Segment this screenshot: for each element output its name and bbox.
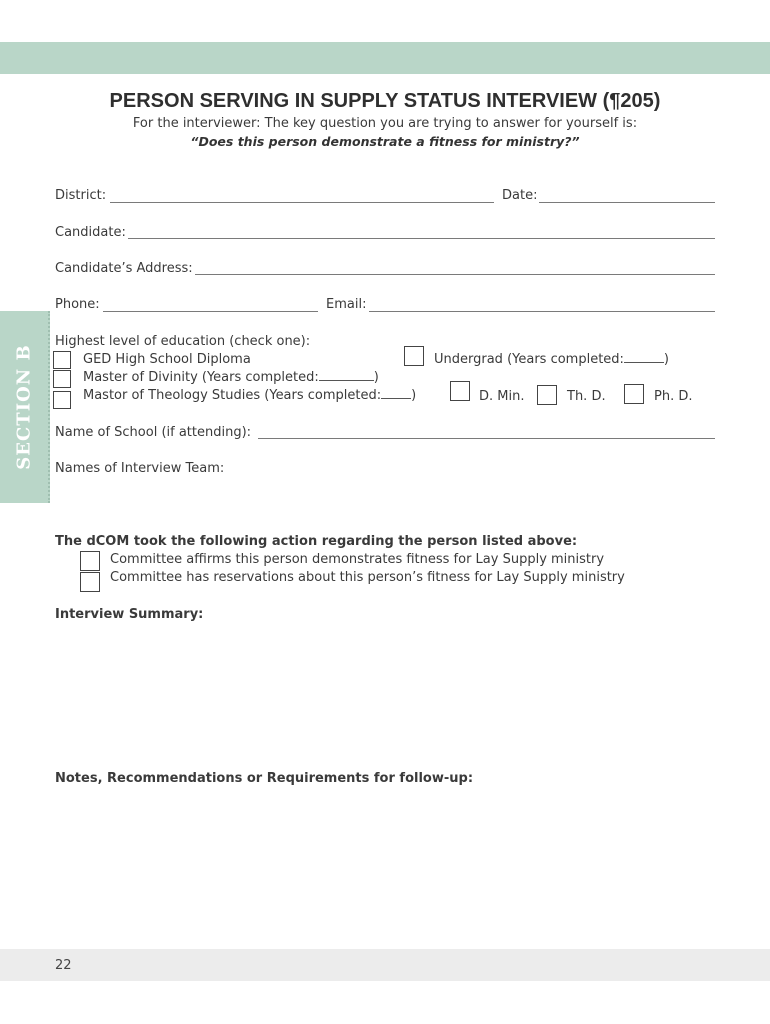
phone-label: Phone: bbox=[55, 297, 100, 312]
page-title: PERSON SERVING IN SUPPLY STATUS INTERVIEW (¶205) bbox=[109, 90, 661, 112]
section-tab bbox=[0, 311, 50, 503]
mdiv-checkbox[interactable] bbox=[53, 370, 71, 388]
dmin-checkbox[interactable] bbox=[450, 381, 470, 401]
notes-heading: Notes, Recommendations or Requirements for follow-up: bbox=[55, 771, 474, 786]
mts-label: Mastor of Theology Studies (Years completed: bbox=[83, 388, 382, 403]
education-heading: Highest level of education (check one): bbox=[55, 334, 311, 349]
thd-label: Th. D. bbox=[567, 389, 606, 404]
mdiv-years-field[interactable] bbox=[319, 380, 374, 381]
key-question: “Does this person demonstrate a fitness for ministry?” bbox=[190, 134, 580, 149]
address-field[interactable] bbox=[195, 274, 715, 275]
dmin-label: D. Min. bbox=[479, 389, 525, 404]
phd-checkbox[interactable] bbox=[624, 384, 644, 404]
address-label: Candidate’s Address: bbox=[55, 261, 193, 276]
reservations-checkbox[interactable] bbox=[80, 572, 100, 592]
undergrad-option bbox=[434, 352, 669, 367]
school-label: Name of School (if attending): bbox=[55, 425, 252, 440]
candidate-field[interactable] bbox=[128, 238, 715, 239]
mts-close: ) bbox=[411, 388, 417, 403]
ged-checkbox[interactable] bbox=[53, 351, 71, 369]
team-label: Names of Interview Team: bbox=[55, 461, 225, 476]
mdiv-close: ) bbox=[373, 370, 379, 385]
email-field[interactable] bbox=[369, 311, 715, 312]
undergrad-close: ) bbox=[663, 352, 669, 367]
footer-band bbox=[0, 949, 770, 981]
undergrad-checkbox[interactable] bbox=[404, 346, 424, 366]
undergrad-label: Undergrad (Years completed: bbox=[434, 352, 624, 367]
date-field[interactable] bbox=[539, 202, 715, 203]
email-label: Email: bbox=[326, 297, 367, 312]
action-heading: The dCOM took the following action regarding the person listed above: bbox=[55, 534, 578, 549]
mts-years-field[interactable] bbox=[381, 398, 411, 399]
reservations-label: Committee has reservations about this person’s fitness for Lay Supply ministry bbox=[110, 570, 625, 585]
mdiv-label: Master of Divinity (Years completed: bbox=[83, 370, 319, 385]
phd-label: Ph. D. bbox=[654, 389, 693, 404]
candidate-label: Candidate: bbox=[55, 225, 126, 240]
mdiv-option bbox=[83, 370, 379, 385]
thd-checkbox[interactable] bbox=[537, 385, 557, 405]
school-field[interactable] bbox=[258, 438, 715, 439]
header-band bbox=[0, 42, 770, 74]
summary-heading: Interview Summary: bbox=[55, 607, 204, 622]
district-field[interactable] bbox=[110, 202, 494, 203]
mts-option bbox=[83, 388, 416, 403]
page-number: 22 bbox=[55, 958, 72, 973]
district-label: District: bbox=[55, 188, 107, 203]
ged-label: GED High School Diploma bbox=[83, 352, 251, 367]
affirm-checkbox[interactable] bbox=[80, 551, 100, 571]
undergrad-years-field[interactable] bbox=[624, 362, 664, 363]
phone-field[interactable] bbox=[103, 311, 318, 312]
affirm-label: Committee affirms this person demonstrates fitness for Lay Supply ministry bbox=[110, 552, 605, 567]
date-label: Date: bbox=[502, 188, 538, 203]
intro-text: For the interviewer: The key question you are trying to answer for yourself is: bbox=[132, 116, 638, 131]
mts-checkbox[interactable] bbox=[53, 391, 71, 409]
section-label: SECTION B bbox=[13, 344, 35, 470]
